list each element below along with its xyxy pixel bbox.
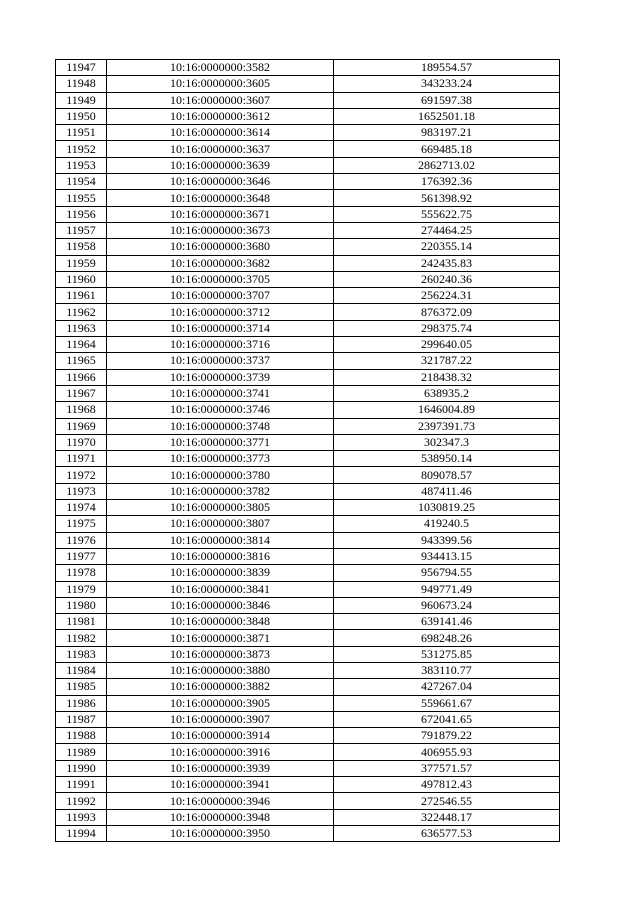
cadastral-number-cell: 10:16:0000000:3816 xyxy=(107,548,334,564)
value-cell: 427267.04 xyxy=(334,679,560,695)
cadastral-number-cell: 10:16:0000000:3782 xyxy=(107,483,334,499)
table-row xyxy=(56,76,560,92)
table-row xyxy=(56,434,560,450)
value-cell: 218438.32 xyxy=(334,369,560,385)
row-number-cell: 11984 xyxy=(56,662,107,678)
row-number-cell: 11971 xyxy=(56,451,107,467)
cadastral-number-cell: 10:16:0000000:3946 xyxy=(107,793,334,809)
cadastral-number-cell: 10:16:0000000:3848 xyxy=(107,614,334,630)
cadastral-number-cell: 10:16:0000000:3839 xyxy=(107,565,334,581)
value-cell: 791879.22 xyxy=(334,728,560,744)
table-row xyxy=(56,548,560,564)
row-number-cell: 11949 xyxy=(56,92,107,108)
table-row xyxy=(56,288,560,304)
table-row xyxy=(56,222,560,238)
row-number-cell: 11952 xyxy=(56,141,107,157)
value-cell: 538950.14 xyxy=(334,451,560,467)
table-row xyxy=(56,483,560,499)
row-number-cell: 11967 xyxy=(56,385,107,401)
cadastral-number-cell: 10:16:0000000:3950 xyxy=(107,825,334,841)
cadastral-number-cell: 10:16:0000000:3841 xyxy=(107,581,334,597)
row-number-cell: 11972 xyxy=(56,467,107,483)
row-number-cell: 11960 xyxy=(56,271,107,287)
cadastral-number-cell: 10:16:0000000:3914 xyxy=(107,728,334,744)
value-cell: 298375.74 xyxy=(334,320,560,336)
value-cell: 1652501.18 xyxy=(334,108,560,124)
table-row xyxy=(56,385,560,401)
table-row xyxy=(56,728,560,744)
value-cell: 956794.55 xyxy=(334,565,560,581)
row-number-cell: 11959 xyxy=(56,255,107,271)
table-row xyxy=(56,320,560,336)
cadastral-number-cell: 10:16:0000000:3780 xyxy=(107,467,334,483)
value-cell: 949771.49 xyxy=(334,581,560,597)
value-cell: 876372.09 xyxy=(334,304,560,320)
table-row xyxy=(56,108,560,124)
table-row xyxy=(56,614,560,630)
value-cell: 274464.25 xyxy=(334,222,560,238)
cadastral-number-cell: 10:16:0000000:3941 xyxy=(107,777,334,793)
row-number-cell: 11993 xyxy=(56,809,107,825)
row-number-cell: 11974 xyxy=(56,500,107,516)
row-number-cell: 11966 xyxy=(56,369,107,385)
table-body xyxy=(56,60,560,842)
value-cell: 322448.17 xyxy=(334,809,560,825)
row-number-cell: 11979 xyxy=(56,581,107,597)
table-row xyxy=(56,809,560,825)
value-cell: 691597.38 xyxy=(334,92,560,108)
cadastral-number-cell: 10:16:0000000:3907 xyxy=(107,711,334,727)
table-row xyxy=(56,353,560,369)
cadastral-number-cell: 10:16:0000000:3671 xyxy=(107,206,334,222)
value-cell: 302347.3 xyxy=(334,434,560,450)
cadastral-number-cell: 10:16:0000000:3741 xyxy=(107,385,334,401)
row-number-cell: 11954 xyxy=(56,174,107,190)
row-number-cell: 11969 xyxy=(56,418,107,434)
table-row xyxy=(56,825,560,841)
value-cell: 960673.24 xyxy=(334,597,560,613)
value-cell: 983197.21 xyxy=(334,125,560,141)
value-cell: 419240.5 xyxy=(334,516,560,532)
cadastral-number-cell: 10:16:0000000:3648 xyxy=(107,190,334,206)
table-row xyxy=(56,206,560,222)
row-number-cell: 11958 xyxy=(56,239,107,255)
table-row xyxy=(56,711,560,727)
row-number-cell: 11973 xyxy=(56,483,107,499)
cadastral-number-cell: 10:16:0000000:3614 xyxy=(107,125,334,141)
cadastral-number-cell: 10:16:0000000:3673 xyxy=(107,222,334,238)
cadastral-number-cell: 10:16:0000000:3612 xyxy=(107,108,334,124)
cadastral-number-cell: 10:16:0000000:3646 xyxy=(107,174,334,190)
row-number-cell: 11965 xyxy=(56,353,107,369)
value-cell: 2397391.73 xyxy=(334,418,560,434)
row-number-cell: 11970 xyxy=(56,434,107,450)
cadastral-number-cell: 10:16:0000000:3705 xyxy=(107,271,334,287)
table-row xyxy=(56,125,560,141)
table-row xyxy=(56,516,560,532)
table-row xyxy=(56,744,560,760)
table-row xyxy=(56,793,560,809)
value-cell: 555622.75 xyxy=(334,206,560,222)
row-number-cell: 11947 xyxy=(56,60,107,76)
cadastral-number-cell: 10:16:0000000:3905 xyxy=(107,695,334,711)
table-row xyxy=(56,174,560,190)
value-cell: 176392.36 xyxy=(334,174,560,190)
cadastral-number-cell: 10:16:0000000:3639 xyxy=(107,157,334,173)
table-row xyxy=(56,777,560,793)
value-cell: 1646004.89 xyxy=(334,402,560,418)
table-row xyxy=(56,532,560,548)
table-row xyxy=(56,60,560,76)
value-cell: 406955.93 xyxy=(334,744,560,760)
data-table xyxy=(55,59,560,842)
table-row xyxy=(56,141,560,157)
row-number-cell: 11963 xyxy=(56,320,107,336)
value-cell: 638935.2 xyxy=(334,385,560,401)
table-row xyxy=(56,630,560,646)
cadastral-number-cell: 10:16:0000000:3807 xyxy=(107,516,334,532)
row-number-cell: 11988 xyxy=(56,728,107,744)
value-cell: 256224.31 xyxy=(334,288,560,304)
value-cell: 698248.26 xyxy=(334,630,560,646)
cadastral-number-cell: 10:16:0000000:3716 xyxy=(107,337,334,353)
row-number-cell: 11961 xyxy=(56,288,107,304)
row-number-cell: 11978 xyxy=(56,565,107,581)
value-cell: 1030819.25 xyxy=(334,500,560,516)
cadastral-number-cell: 10:16:0000000:3773 xyxy=(107,451,334,467)
row-number-cell: 11955 xyxy=(56,190,107,206)
cadastral-number-cell: 10:16:0000000:3771 xyxy=(107,434,334,450)
table-row xyxy=(56,369,560,385)
row-number-cell: 11962 xyxy=(56,304,107,320)
row-number-cell: 11964 xyxy=(56,337,107,353)
cadastral-number-cell: 10:16:0000000:3916 xyxy=(107,744,334,760)
row-number-cell: 11989 xyxy=(56,744,107,760)
table-row xyxy=(56,679,560,695)
cadastral-number-cell: 10:16:0000000:3748 xyxy=(107,418,334,434)
value-cell: 377571.57 xyxy=(334,760,560,776)
value-cell: 943399.56 xyxy=(334,532,560,548)
value-cell: 809078.57 xyxy=(334,467,560,483)
table-row xyxy=(56,402,560,418)
table-row xyxy=(56,451,560,467)
cadastral-number-cell: 10:16:0000000:3871 xyxy=(107,630,334,646)
cadastral-number-cell: 10:16:0000000:3707 xyxy=(107,288,334,304)
cadastral-number-cell: 10:16:0000000:3746 xyxy=(107,402,334,418)
value-cell: 242435.83 xyxy=(334,255,560,271)
row-number-cell: 11982 xyxy=(56,630,107,646)
table-row xyxy=(56,500,560,516)
value-cell: 561398.92 xyxy=(334,190,560,206)
row-number-cell: 11977 xyxy=(56,548,107,564)
table-row xyxy=(56,337,560,353)
row-number-cell: 11990 xyxy=(56,760,107,776)
value-cell: 531275.85 xyxy=(334,646,560,662)
value-cell: 189554.57 xyxy=(334,60,560,76)
row-number-cell: 11975 xyxy=(56,516,107,532)
table-row xyxy=(56,304,560,320)
row-number-cell: 11956 xyxy=(56,206,107,222)
value-cell: 220355.14 xyxy=(334,239,560,255)
cadastral-number-cell: 10:16:0000000:3880 xyxy=(107,662,334,678)
value-cell: 669485.18 xyxy=(334,141,560,157)
row-number-cell: 11983 xyxy=(56,646,107,662)
cadastral-number-cell: 10:16:0000000:3948 xyxy=(107,809,334,825)
cadastral-number-cell: 10:16:0000000:3680 xyxy=(107,239,334,255)
cadastral-number-cell: 10:16:0000000:3846 xyxy=(107,597,334,613)
table-row xyxy=(56,581,560,597)
row-number-cell: 11987 xyxy=(56,711,107,727)
row-number-cell: 11957 xyxy=(56,222,107,238)
table-row xyxy=(56,695,560,711)
cadastral-number-cell: 10:16:0000000:3939 xyxy=(107,760,334,776)
row-number-cell: 11980 xyxy=(56,597,107,613)
value-cell: 672041.65 xyxy=(334,711,560,727)
value-cell: 487411.46 xyxy=(334,483,560,499)
value-cell: 299640.05 xyxy=(334,337,560,353)
table-row xyxy=(56,565,560,581)
row-number-cell: 11951 xyxy=(56,125,107,141)
table-row xyxy=(56,418,560,434)
cadastral-number-cell: 10:16:0000000:3739 xyxy=(107,369,334,385)
cadastral-number-cell: 10:16:0000000:3712 xyxy=(107,304,334,320)
cadastral-number-cell: 10:16:0000000:3605 xyxy=(107,76,334,92)
value-cell: 497812.43 xyxy=(334,777,560,793)
cadastral-number-cell: 10:16:0000000:3805 xyxy=(107,500,334,516)
row-number-cell: 11986 xyxy=(56,695,107,711)
value-cell: 260240.36 xyxy=(334,271,560,287)
row-number-cell: 11991 xyxy=(56,777,107,793)
row-number-cell: 11985 xyxy=(56,679,107,695)
cadastral-number-cell: 10:16:0000000:3682 xyxy=(107,255,334,271)
row-number-cell: 11968 xyxy=(56,402,107,418)
cadastral-number-cell: 10:16:0000000:3814 xyxy=(107,532,334,548)
cadastral-number-cell: 10:16:0000000:3582 xyxy=(107,60,334,76)
value-cell: 639141.46 xyxy=(334,614,560,630)
table-row xyxy=(56,597,560,613)
table-row xyxy=(56,467,560,483)
cadastral-number-cell: 10:16:0000000:3607 xyxy=(107,92,334,108)
value-cell: 343233.24 xyxy=(334,76,560,92)
table-row xyxy=(56,255,560,271)
row-number-cell: 11948 xyxy=(56,76,107,92)
value-cell: 559661.67 xyxy=(334,695,560,711)
cadastral-number-cell: 10:16:0000000:3637 xyxy=(107,141,334,157)
cadastral-number-cell: 10:16:0000000:3714 xyxy=(107,320,334,336)
table-row xyxy=(56,662,560,678)
value-cell: 383110.77 xyxy=(334,662,560,678)
row-number-cell: 11953 xyxy=(56,157,107,173)
table-row xyxy=(56,157,560,173)
row-number-cell: 11950 xyxy=(56,108,107,124)
table-row xyxy=(56,239,560,255)
value-cell: 2862713.02 xyxy=(334,157,560,173)
value-cell: 321787.22 xyxy=(334,353,560,369)
table-row xyxy=(56,760,560,776)
table-row xyxy=(56,646,560,662)
value-cell: 636577.53 xyxy=(334,825,560,841)
cadastral-number-cell: 10:16:0000000:3873 xyxy=(107,646,334,662)
value-cell: 272546.55 xyxy=(334,793,560,809)
row-number-cell: 11981 xyxy=(56,614,107,630)
table-row xyxy=(56,271,560,287)
table-row xyxy=(56,92,560,108)
cadastral-number-cell: 10:16:0000000:3882 xyxy=(107,679,334,695)
cadastral-number-cell: 10:16:0000000:3737 xyxy=(107,353,334,369)
value-cell: 934413.15 xyxy=(334,548,560,564)
row-number-cell: 11992 xyxy=(56,793,107,809)
table-row xyxy=(56,190,560,206)
row-number-cell: 11994 xyxy=(56,825,107,841)
row-number-cell: 11976 xyxy=(56,532,107,548)
